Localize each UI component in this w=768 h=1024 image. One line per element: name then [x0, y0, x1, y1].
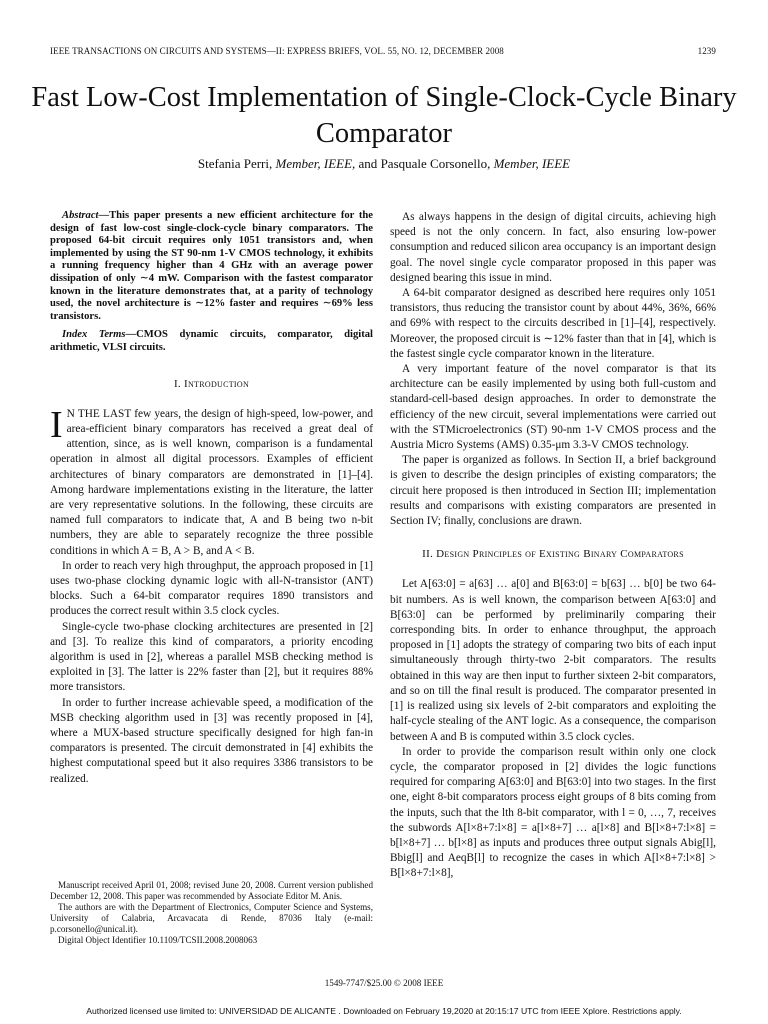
page-number: 1239 — [697, 46, 716, 56]
author-2: Pasquale Corsonello, — [380, 156, 491, 171]
drop-cap: I — [50, 403, 63, 446]
section-2-heading: II. Design Principles of Existing Binary Comparators — [422, 548, 684, 561]
index-terms — [50, 329, 373, 354]
intro-paragraph-7: A very important feature of the novel comparator is that its architecture can be easily implemented by using both full-custom and standard-cell-based design approaches. In order to demonstrate the efficiency of the new circuit, several implementations were carried out with the STMicroelectronics (ST) 90-nm 1-V CMOS process and the Austria Micro Systems (AMS) 0.35-μm 3.3-V CMOS technology. — [390, 363, 716, 452]
footnotes — [50, 880, 373, 947]
section-2-paragraph-1: Let A[63:0] = a[63] … a[0] and B[63:0] = b[63] … b[0] be two 64-bit numbers. As is well known, the comparison between A[63:0] and B[63:0] can be performed by preliminarily comparing their corresponding bits. In order to enhance throughput, the approach proposed in [1] adopts the strategy of comparing two bits of each input simultaneously through thirty-two 2-bit comparators. The results obtained in this way are then input to further sixteen 2-bit comparators, and so on till the final result is produced. The comparator presented in [1] is realized using six levels of 2-bit comparators and exploiting the half-cycle stealing of the ANT logic. As a consequence, the comparison between A and B is computed within 3.5 clock cycles. — [390, 578, 716, 743]
license-notice: Authorized licensed use limited to: UNIVERSIDAD DE ALICANTE . Downloaded on February 19,2020 at 20:15:17 UTC from IEEE Xplore. Restrictions apply. — [86, 1006, 682, 1016]
section-2-paragraph-2: In order to provide the comparison result within only one clock cycle, the comparator proposed in [2] divides the logic functions required for comparing A[63:0] and B[63:0] into two stages. In the first one, eight 8-bit comparators process eight groups of 8 bits coming from the inputs, such that the lth 8-bit comparator, with l = 0, …, 7, receives the subwords A[l×8+7:l×8] = a[l×8+7] … a[l×8] and B[l×8+7:l×8] = b[l×8+7] … b[l×8] as inputs and produces three output signals Abig[l], Bbig[l] and AeqB[l] to recognize the cases in which A[l×8+7:l×8] > B[l×8+7:l×8], — [390, 745, 716, 880]
footnote-manuscript: Manuscript received April 01, 2008; revised June 20, 2008. Current version published December 12, 2008. This paper was recommended by Associate Editor M. Anis. — [50, 880, 373, 902]
section-1-heading: I. Introduction — [173, 377, 250, 390]
footnote-affiliation: The authors are with the Department of Electronics, Computer Science and Systems, University of Calabria, Arcavacata di Rende, 87036 Italy (e-mail: p.corsonello@unical.it). — [50, 902, 373, 935]
intro-paragraph-5: As always happens in the design of digital circuits, achieving high speed is not the only concern. In fact, also ensuring low-power consumption and reduced silicon area occupancy is an important design goal. The novel single cycle comparator proposed in this paper was designed bearing this issue in mind. — [390, 211, 716, 284]
abstract-label: Abstract — [62, 210, 99, 221]
index-terms-text: —CMOS dynamic circuits, comparator, digital arithmetic, VLSI circuits. — [50, 329, 373, 353]
author-line — [0, 156, 768, 172]
intro-paragraph-3: Single-cycle two-phase clocking architectures are presented in [2] and [3]. To realize this kind of comparators, a priority encoding algorithm is used in [2], whereas a parallel MSB checking method is exploited in [3]. The latter is 22% faster than [2], but it requires 88% more transistors. — [50, 620, 373, 694]
author-2-membership: Member, IEEE — [493, 156, 571, 171]
right-column — [390, 210, 716, 882]
intro-paragraph-1-text: N THE LAST few years, the design of high-speed, low-power, and area-efficient binary comparators has received a great deal of attention, since, as is well known, comparison is a fundamental operation in almost all digital processors. Examples of efficient architectures of binary comparators are demonstrated in [1]–[4]. Among hardware implementations existing in the literature, the latter are very representative solutions. In the following, these circuits are named full comparators to indicate that, A and B being two n-bit numbers, they are able to separately recognize the three possible conditions in which A = B, A > B, and A < B. — [50, 407, 373, 557]
author-conjunction: and — [358, 156, 378, 171]
abstract-text: —This paper presents a new efficient architecture for the design of fast low-cost single-clock-cycle binary comparators. The proposed 64-bit circuit requires only 1051 transistors and, when implemented by using the ST 90-nm 1-V CMOS technology, it exhibits a running frequency higher than 4 GHz with an average power dissipation of only ∼4 mW. Comparison with the fastest comparator known in the literature demonstrates that, at a parity of technology used, the novel architecture is ∼12% faster and requires ∼69% less transistors. — [50, 210, 373, 322]
intro-paragraph-2: In order to reach very high throughput, the approach proposed in [1] uses two-phase clocking dynamic logic with all-N-transistor (ANT) blocks. Such a 64-bit comparator requires 1890 transistors and produces the correct result within 3.5 clock cycles. — [50, 559, 373, 618]
intro-paragraph-1 — [50, 403, 373, 559]
author-1-membership: Member, IEEE, — [275, 156, 356, 171]
abstract — [50, 210, 373, 323]
copyright-line: 1549-7747/$25.00 © 2008 IEEE — [324, 978, 444, 988]
author-1: Stefania Perri, — [197, 156, 273, 171]
left-column — [50, 210, 373, 787]
index-terms-label: Index Terms — [62, 329, 126, 341]
footnote-doi: Digital Object Identifier 10.1109/TCSII.2008.2008063 — [58, 935, 258, 946]
running-header: IEEE TRANSACTIONS ON CIRCUITS AND SYSTEMS—II: EXPRESS BRIEFS, VOL. 55, NO. 12, DECEMBER 2008 — [50, 46, 504, 56]
intro-paragraph-4: In order to further increase achievable speed, a modification of the MSB checking algorithm used in [3] was recently proposed in [4], where a MUX-based structure specifically designed for high fan-in comparators is presented. The circuit demonstrated in [4] exhibits the highest computational speed but it also requires 3386 transistors to be realized. — [50, 696, 373, 785]
paper-title: Fast Low-Cost Implementation of Single-Clock-Cycle Binary Comparator — [31, 82, 737, 149]
intro-paragraph-8: The paper is organized as follows. In Section II, a brief background is given to describe the design principles of existing comparators; the circuit here proposed is then introduced in Section III; implementation results and comparisons with existing comparators are presented in Section IV; finally, conclusions are drawn. — [390, 454, 716, 528]
intro-paragraph-6: A 64-bit comparator designed as described here requires only 1051 transistors, thus reducing the transistor count by about 44%, 36%, 66% and 69% with respect to the circuits described in [1]–[4], respectively. Moreover, the proposed circuit is ∼12% faster than that in [4], which is the fastest single cycle comparator known in the literature. — [390, 287, 716, 360]
